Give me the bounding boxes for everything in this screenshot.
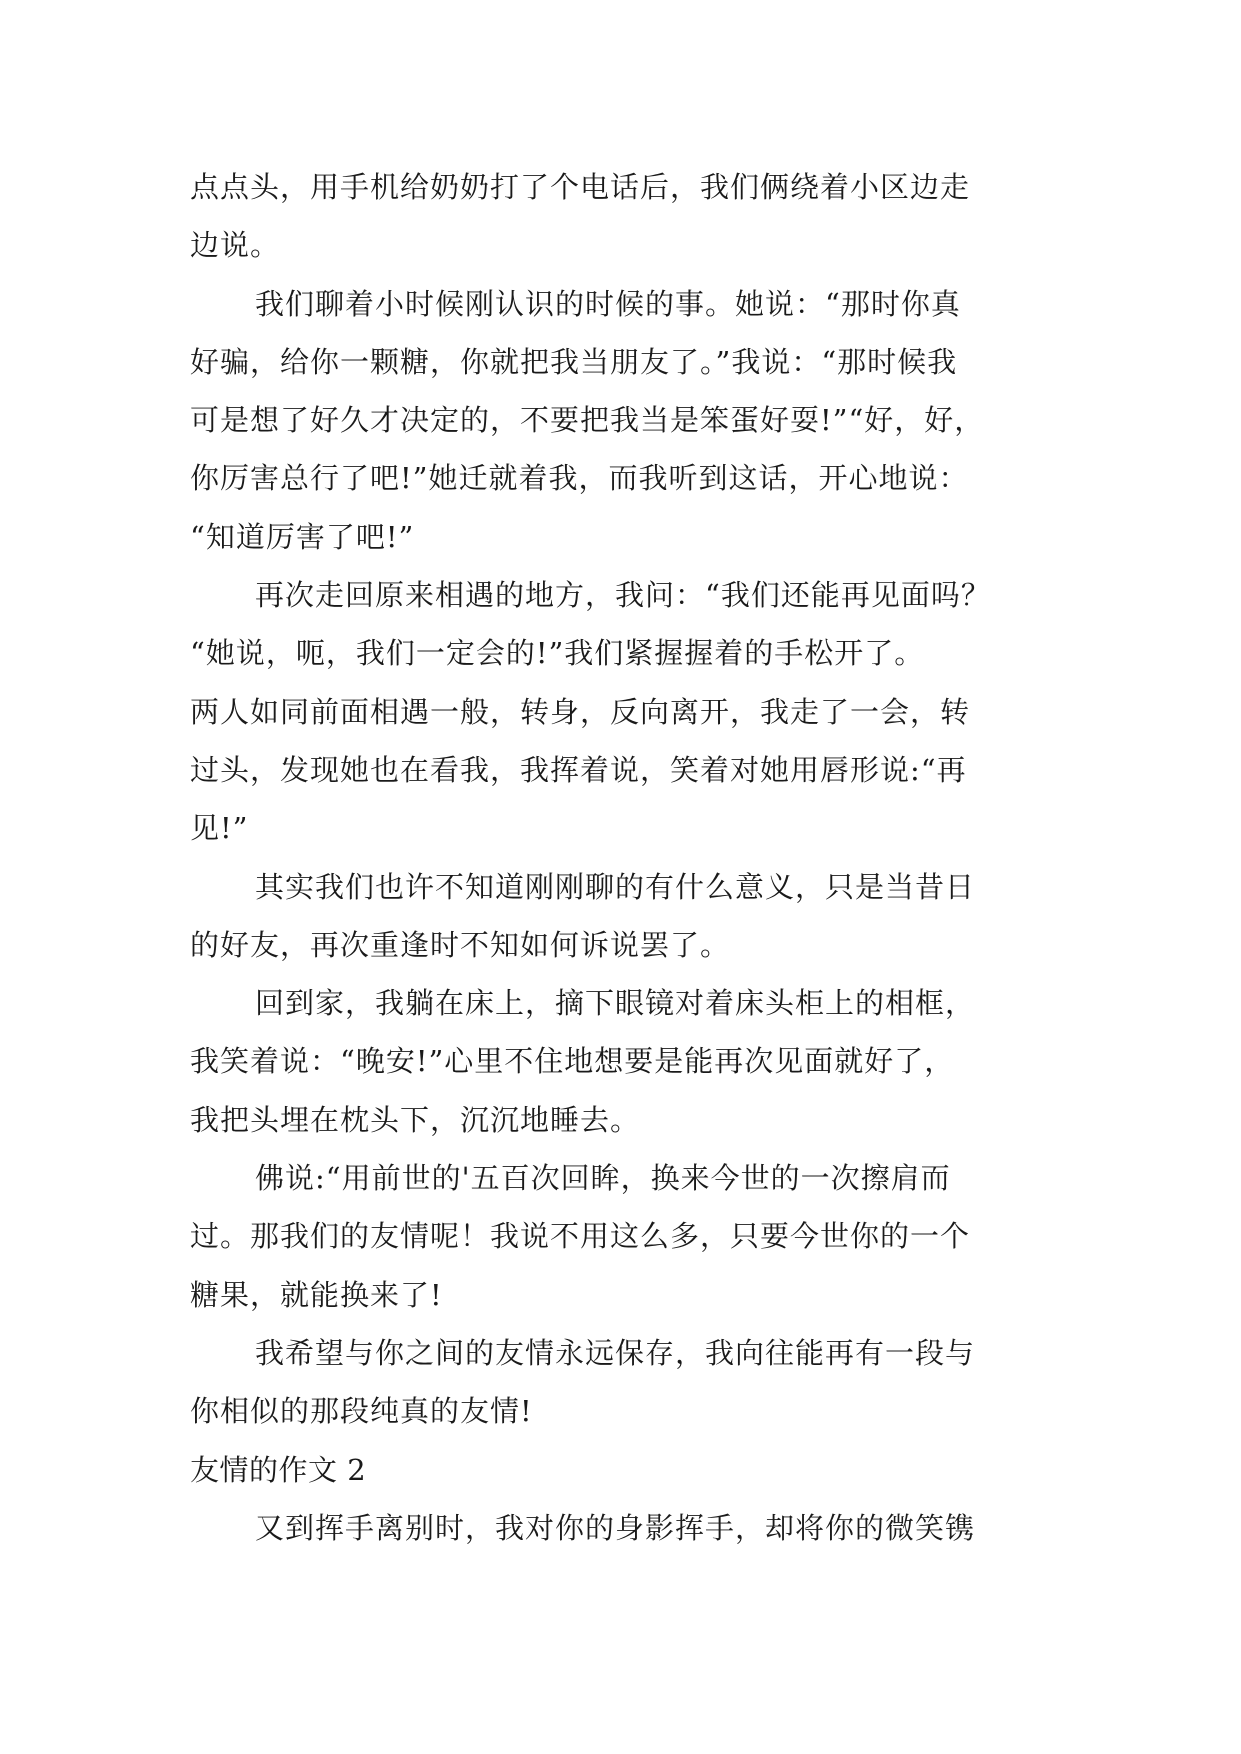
paragraph-start-line: 再次走回原来相遇的地方，我问：“我们还能再见面吗？ <box>255 578 991 613</box>
text-line: “她说，呃，我们一定会的!”我们紧握握着的手松开了。 <box>190 636 925 671</box>
text-line: 的好友，再次重逢时不知如何诉说罢了。 <box>190 927 731 962</box>
text-line: 见!” <box>190 811 249 846</box>
text-line: 过头，发现她也在看我，我挥着说，笑着对她用唇形说:“再 <box>190 752 967 787</box>
document-body <box>190 158 1090 1557</box>
paragraph-start-line: 又到挥手离别时，我对你的身影挥手，却将你的微笑镌 <box>255 1510 976 1545</box>
text-line: 可是想了好久才决定的，不要把我当是笨蛋好耍!”“好，好， <box>190 403 985 438</box>
text-line: 你相似的那段纯真的友情! <box>190 1394 533 1429</box>
paragraph-start-line: 佛说:“用前世的'五百次回眸，换来今世的一次擦肩而 <box>255 1161 951 1196</box>
text-line: 两人如同前面相遇一般，转身，反向离开，我走了一会，转 <box>190 694 971 729</box>
paragraph-start-line: 其实我们也许不知道刚刚聊的有什么意义，只是当昔日 <box>255 869 976 904</box>
paragraph-start-line: 回到家，我躺在床上，摘下眼镜对着床头柜上的相框， <box>255 986 976 1021</box>
text-line: 我笑着说：“晚安!”心里不住地想要是能再次见面就好了， <box>190 1044 955 1079</box>
text-line: 好骗，给你一颗糖，你就把我当朋友了。”我说：“那时候我 <box>190 344 958 379</box>
text-line: 你厉害总行了吧!”她迁就着我，而我听到这话，开心地说： <box>190 461 969 496</box>
text-line: 点点头，用手机给奶奶打了个电话后，我们俩绕着小区边走 <box>190 170 971 204</box>
paragraph-start-line: 我希望与你之间的友情永远保存，我向往能再有一段与 <box>255 1335 976 1370</box>
section-heading: 友情的作文 2 <box>190 1452 367 1487</box>
text-line: 过。那我们的友情呢！我说不用这么多，只要今世你的一个 <box>190 1219 971 1254</box>
text-line: “知道厉害了吧!” <box>190 519 415 554</box>
text-line: 边说。 <box>190 228 281 263</box>
text-line: 糖果，就能换来了! <box>190 1277 443 1312</box>
paragraph-start-line: 我们聊着小时候刚认识的时候的事。她说：“那时你真 <box>255 286 961 321</box>
text-line: 我把头埋在枕头下，沉沉地睡去。 <box>190 1102 641 1137</box>
